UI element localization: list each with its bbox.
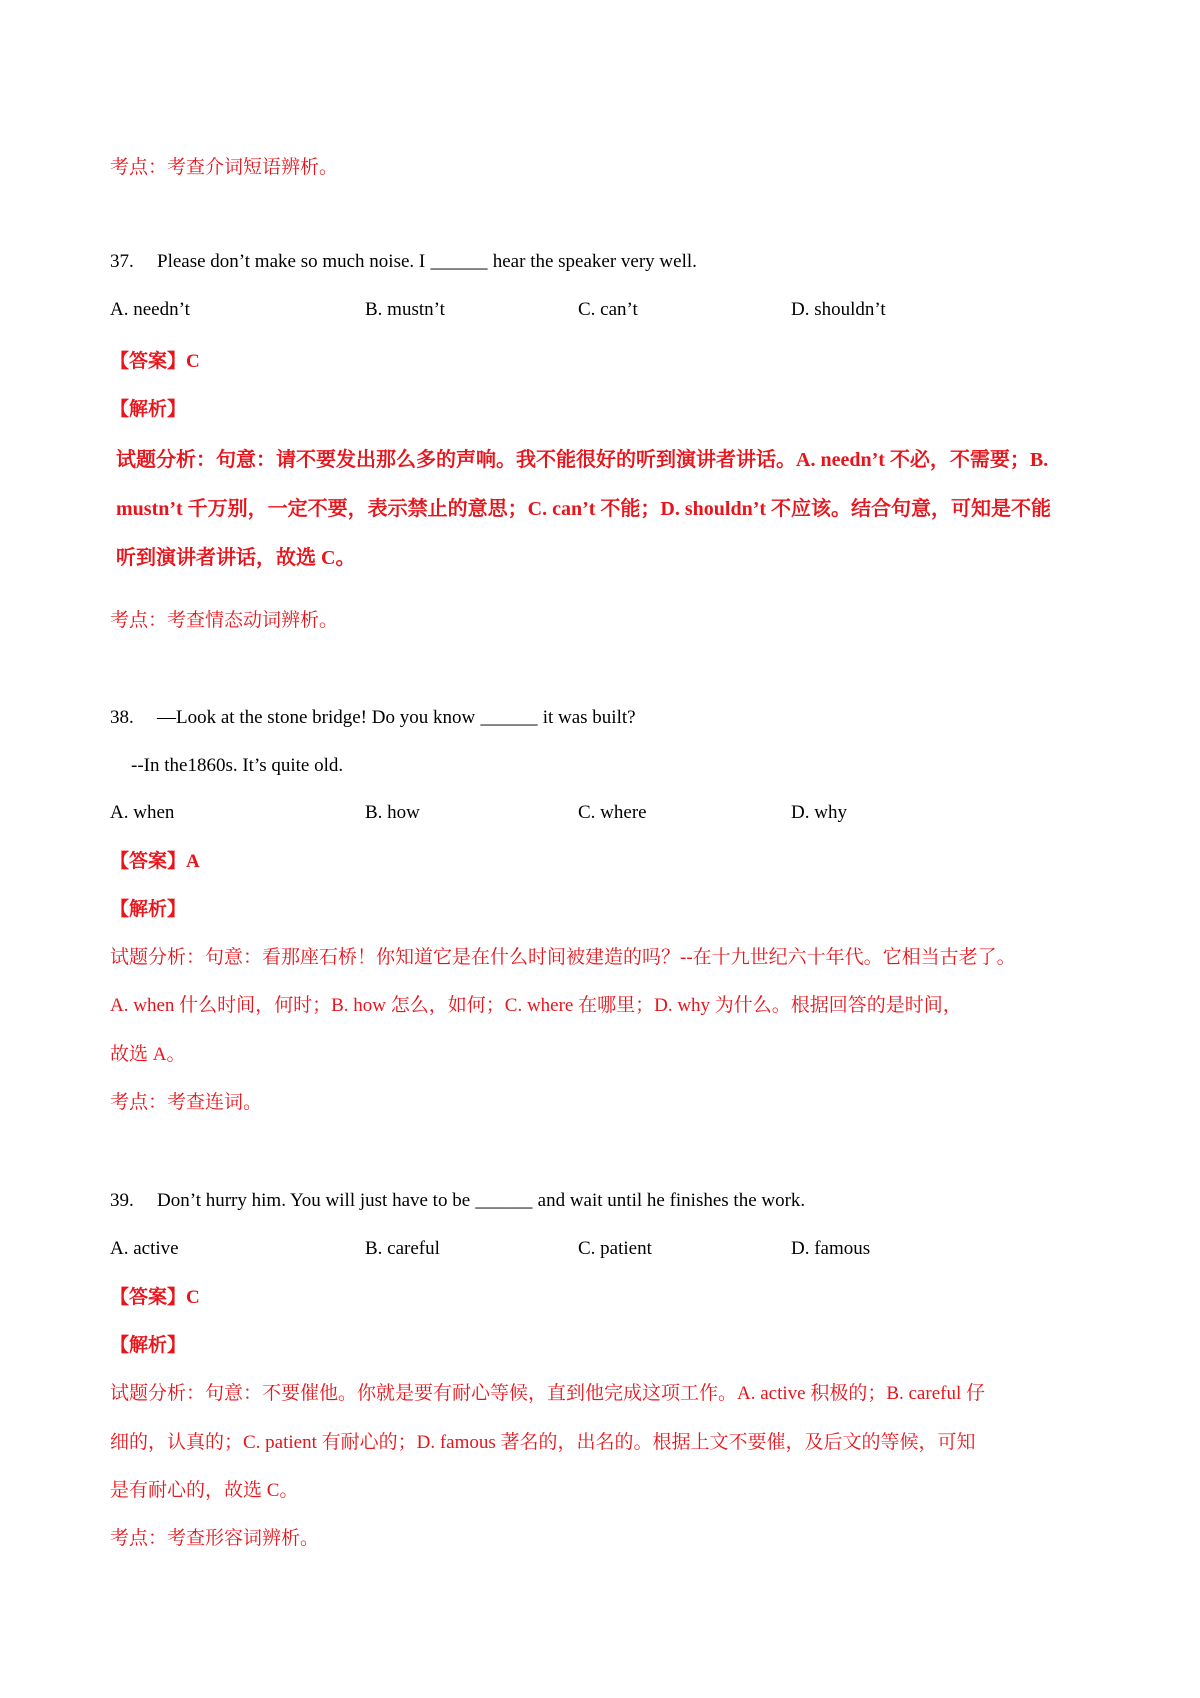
question-38: [110, 706, 636, 730]
question-39: [110, 1189, 805, 1213]
option-b: B. mustn’t: [365, 299, 445, 320]
option-d: D. why: [791, 802, 847, 823]
question-stem-a: —Look at the stone bridge! Do you know: [157, 707, 476, 728]
answer-39: [110, 1286, 200, 1310]
option-c: C. where: [578, 802, 647, 823]
analysis-line: A. when 什么时间，何时；B. how 怎么，如何；C. where 在哪里；D. why 为什么。根据回答的是时间，: [110, 995, 962, 1016]
answer-value: C: [186, 1287, 200, 1308]
analysis-line: 细的，认真的；C. patient 有耐心的；D. famous 著名的，出名的。根据上文不要催，及后文的等候，可知: [110, 1432, 976, 1453]
question-stem-b: it was built?: [542, 707, 636, 728]
answer-label: 【答案】: [110, 851, 187, 872]
answer-37: [110, 350, 200, 374]
question-37: [110, 250, 697, 274]
analysis-label-38: 【解析】: [110, 899, 187, 920]
analysis-line: 故选 A。: [110, 1044, 186, 1065]
question-38-line2: --In the1860s. It’s quite old.: [131, 755, 344, 776]
question-number: 39.: [110, 1190, 134, 1211]
answer-label: 【答案】: [110, 1287, 187, 1308]
question-stem-b: and wait until he finishes the work.: [537, 1190, 806, 1211]
option-c: C. patient: [578, 1238, 652, 1259]
question-stem-a: Please don’t make so much noise. I: [157, 251, 426, 272]
option-d: D. famous: [791, 1238, 871, 1259]
option-a: A. needn’t: [110, 299, 190, 320]
question-blank: ______: [475, 1190, 533, 1211]
kaodian-38: 考点：考查连词。: [110, 1092, 263, 1113]
question-number: 38.: [110, 707, 134, 728]
option-c: C. can’t: [578, 299, 638, 320]
option-b: B. careful: [365, 1238, 440, 1259]
analysis-label-37: 【解析】: [110, 399, 187, 420]
answer-value: A: [186, 851, 200, 872]
answer-label: 【答案】: [110, 351, 187, 372]
answer-38: [110, 850, 200, 874]
kaodian-39: 考点：考查形容词辨析。: [110, 1528, 320, 1549]
analysis-line: 试题分析：句意：请不要发出那么多的声响。我不能很好的听到演讲者讲话。A. needn’t 不必，不需要；B.: [116, 449, 1049, 471]
analysis-line: 是有耐心的，故选 C。: [110, 1480, 299, 1501]
question-blank: ______: [430, 251, 488, 272]
question-blank: ______: [480, 707, 538, 728]
question-stem-b: hear the speaker very well.: [492, 251, 697, 272]
question-stem-a: Don’t hurry him. You will just have to be: [157, 1190, 471, 1211]
option-a: A. when: [110, 802, 175, 823]
prev-kaodian: 考点：考查介词短语辨析。: [110, 157, 339, 178]
question-number: 37.: [110, 251, 134, 272]
option-a: A. active: [110, 1238, 179, 1259]
answer-value: C: [186, 351, 200, 372]
analysis-label-39: 【解析】: [110, 1335, 187, 1356]
option-b: B. how: [365, 802, 420, 823]
option-d: D. shouldn’t: [791, 299, 886, 320]
analysis-line: mustn’t 千万别，一定不要，表示禁止的意思；C. can’t 不能；D. shouldn’t 不应该。结合句意，可知是不能: [116, 498, 1052, 520]
analysis-line: 试题分析：句意：不要催他。你就是要有耐心等候，直到他完成这项工作。A. active 积极的；B. careful 仔: [110, 1383, 985, 1404]
analysis-line: 听到演讲者讲话，故选 C。: [116, 547, 356, 569]
analysis-line: 试题分析：句意：看那座石桥！你知道它是在什么时间被建造的吗？--在十九世纪六十年代。它相当古老了。: [110, 947, 1016, 968]
kaodian-37: 考点：考查情态动词辨析。: [110, 610, 339, 631]
